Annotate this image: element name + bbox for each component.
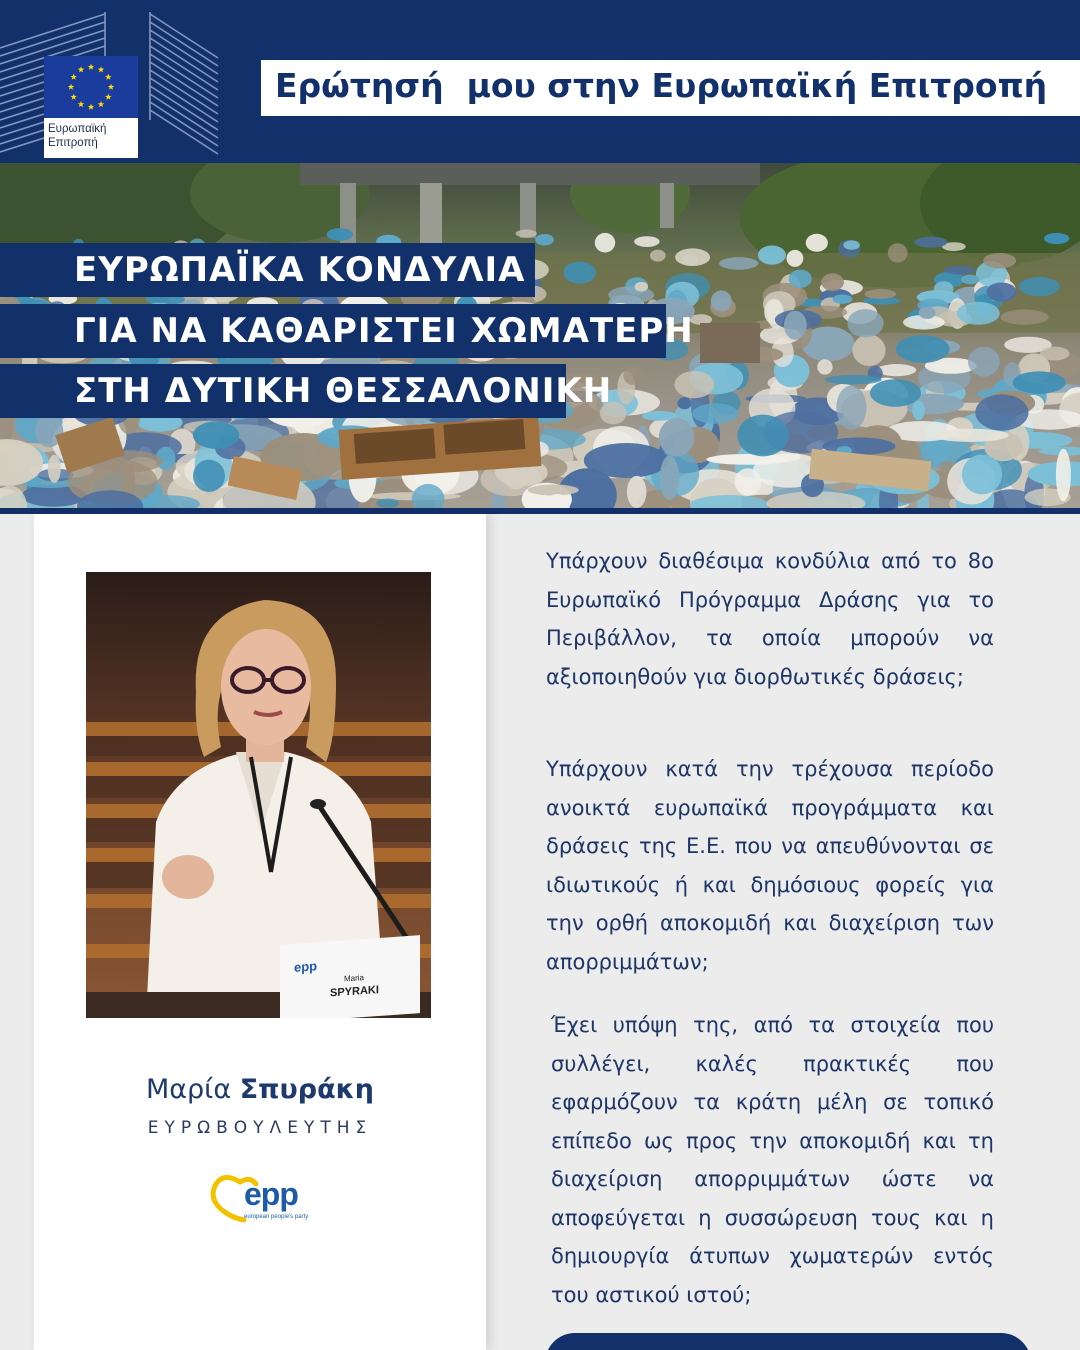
debris-piece: [888, 243, 908, 262]
debris-piece: [595, 233, 615, 253]
debris-piece: [843, 240, 860, 249]
debris-piece: [627, 476, 647, 508]
ec-logo-line1: Ευρωπαϊκή: [48, 123, 107, 135]
debris-piece: [675, 248, 710, 266]
debris-piece: [376, 499, 399, 508]
person-role: ΕΥΡΩΒΟΥΛΕΥΤΗΣ: [147, 1118, 373, 1138]
debris-piece: [932, 429, 1009, 442]
debris-piece: [193, 421, 239, 449]
debris-piece: [535, 234, 554, 245]
page-title: Ερώτησή μου στην Ευρωπαϊκή Επιτροπή: [275, 66, 1048, 105]
nameplate-last-name: SPYRAKI: [330, 983, 379, 1000]
debris-piece: [193, 460, 225, 492]
debris-piece: [1056, 449, 1071, 502]
question-3: Έχει υπόψη της, από τα στοιχεία που συλλέγει, καλές πρακτικές που εφαρμόζουν τα κράτη μέλη σε τοπικό επίπεδο ως προς την αποκομιδή και τη διαχείριση απορριμμάτων ώστε να αποφεύγεται η συσσώρευση τους και η δημιουργία άτυπων χωματερών εντός του αστικού ιστού;: [551, 1013, 994, 1307]
debris-piece: [737, 415, 788, 457]
debris-piece: [0, 486, 27, 510]
profile-card: [34, 514, 486, 1350]
debris-piece: [957, 302, 1000, 325]
headline-line-3: ΣΤΗ ΔΥΤΙΚΗ ΘΕΣΣΑΛΟΝΙΚΗ: [74, 371, 613, 411]
debris-piece: [711, 290, 732, 311]
epp-logo-text: epp: [244, 1176, 298, 1212]
debris-piece: [852, 335, 885, 366]
debris-piece: [836, 385, 866, 429]
debris-piece: [896, 335, 950, 363]
debris-piece: [327, 228, 353, 241]
debris-piece: [1000, 310, 1048, 325]
debris-piece: [623, 367, 642, 385]
debris-piece: [1040, 347, 1070, 361]
debris-piece: [870, 379, 921, 407]
debris-piece: [634, 236, 659, 247]
debris-piece: [650, 250, 666, 262]
debris-piece: [983, 253, 1016, 268]
debris-piece: [635, 282, 648, 292]
debris-piece: [962, 455, 1002, 495]
debris-piece: [48, 455, 61, 483]
headline-bar-2: [0, 304, 694, 358]
debris-piece: [1013, 371, 1066, 393]
nameplate: [280, 935, 420, 1018]
bottom-pill-decoration: [545, 1333, 1031, 1350]
headline-line-1: ΕΥΡΩΠΑΪΚΑ ΚΟΝΔΥΛΙΑ: [74, 250, 526, 290]
debris-piece: [833, 295, 853, 304]
debris-piece: [787, 250, 804, 267]
debris-piece: [847, 309, 883, 337]
debris-piece: [564, 262, 596, 284]
debris-piece: [719, 257, 758, 270]
person-first-name: Μαρία: [145, 1074, 232, 1105]
ec-logo-text: [48, 122, 136, 150]
epp-logo: [210, 1174, 310, 1226]
debris-piece: [660, 455, 679, 500]
debris-piece: [968, 347, 1000, 377]
debris-piece: [961, 275, 979, 285]
debris-piece: [784, 311, 807, 340]
eu-flag-icon: [44, 56, 138, 118]
question-2: Υπάρχουν κατά την τρέχουσα περίοδο ανοικτά ευρωπαϊκά προγράμματα και δράσεις της Ε.Ε. που να απευθύνονται σε ιδιωτικούς ή και δημόσιους φορείς για την ορθή αποκομιδή και διαχείριση των απορριμμάτων;: [546, 757, 994, 974]
headline-bar-1: [0, 243, 535, 297]
nameplate-logo: epp: [294, 958, 318, 975]
headline-line-2: ΓΙΑ ΝΑ ΚΑΘΑΡΙΣΤΕΙ ΧΩΜΑΤΕΡΗ: [74, 311, 694, 351]
debris-piece: [825, 375, 882, 385]
debris-piece: [758, 246, 786, 265]
debris-piece: [944, 266, 976, 275]
ec-logo-line2: Επιτροπή: [48, 137, 98, 149]
header-banner: [0, 0, 1080, 163]
debris-piece: [692, 403, 738, 424]
person-last-name: Σπυράκη: [239, 1074, 375, 1105]
header-title-box: [261, 60, 1080, 116]
debris-piece: [678, 397, 692, 409]
debris-piece: [919, 307, 936, 319]
portrait-photo: [86, 572, 431, 1018]
headline-bar-3: [0, 364, 613, 418]
nameplate-first-name: Maria: [344, 973, 365, 984]
debris-piece: [528, 485, 579, 496]
debris-piece: [516, 230, 537, 238]
debris-piece: [877, 364, 916, 376]
epp-logo-subtext: european people's party: [244, 1214, 309, 1220]
question-1: Υπάρχουν διαθέσιμα κονδύλια από το 8ο Ευρωπαϊκό Πρόγραμμα Δράσης για το Περιβάλλον, τα οποία μπορούν να αξιοποιηθούν για διορθωτικές δράσεις;: [546, 549, 994, 689]
debris-piece: [1019, 277, 1060, 296]
debris-piece: [817, 359, 832, 374]
debris-piece: [584, 443, 669, 478]
european-commission-logo: [44, 56, 138, 158]
debris-piece: [865, 289, 897, 299]
debris-piece: [504, 465, 528, 490]
debris-piece: [1044, 233, 1069, 244]
debris-piece: [912, 400, 925, 420]
debris-piece: [914, 237, 947, 248]
debris-piece: [806, 234, 828, 252]
debris-piece: [821, 273, 844, 291]
debris-piece: [659, 418, 695, 456]
debris-piece: [975, 394, 1028, 430]
debris-piece: [789, 270, 812, 288]
debris-piece: [675, 371, 715, 398]
person-name: [34, 1074, 486, 1105]
